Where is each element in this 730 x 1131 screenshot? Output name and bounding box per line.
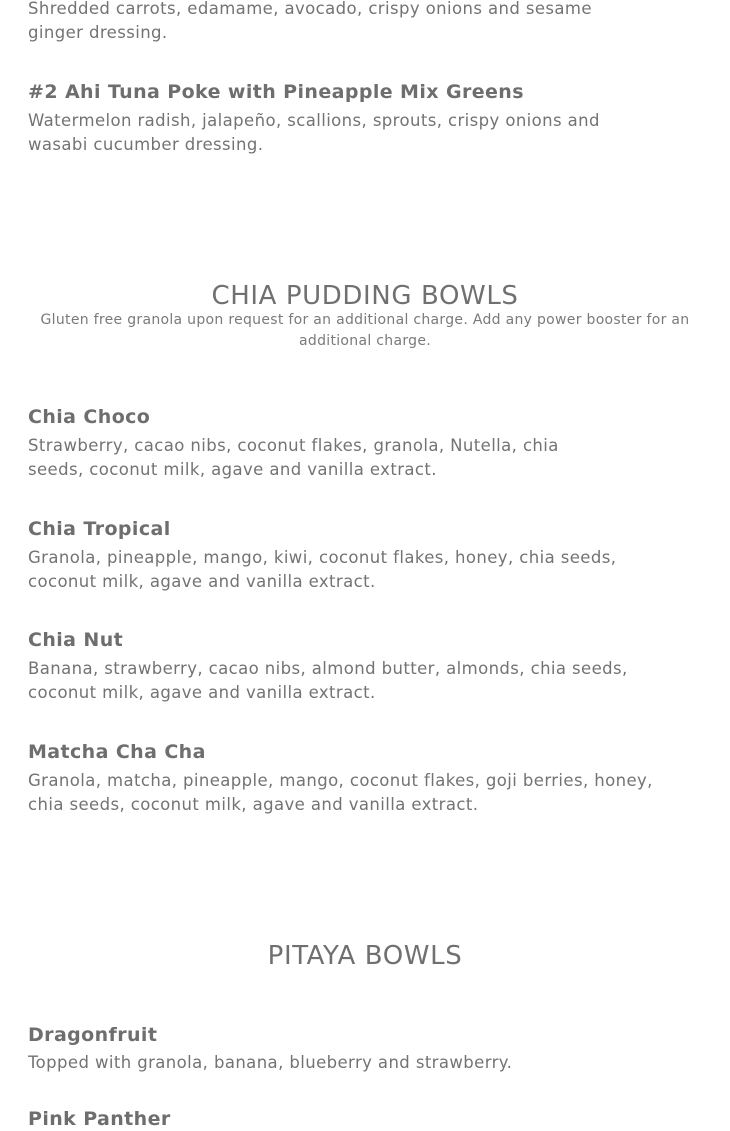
item-name: Dragonfruit <box>28 1024 158 1046</box>
item-description: Granola, pineapple, mango, kiwi, coconut flakes, honey, chia seeds, coconut milk, agave and vanilla extract. <box>28 548 617 591</box>
item-description: Watermelon radish, jalapeño, scallions, sprouts, crispy onions and wasabi cucumber dressing. <box>28 111 600 154</box>
item-description: Topped with granola, banana, blueberry and strawberry. <box>28 1053 513 1072</box>
item-name: #2 Ahi Tuna Poke with Pineapple Mix Greens <box>28 81 524 103</box>
item-name: Chia Tropical <box>28 518 171 540</box>
section-title: CHIA PUDDING BOWLS <box>211 281 519 311</box>
section-note: Gluten free granola upon request for an additional charge. Add any power booster for an additional charge. <box>40 312 690 349</box>
item-name: Pink Panther <box>28 1108 171 1130</box>
item-description: Banana, strawberry, cacao nibs, almond butter, almonds, chia seeds, coconut milk, agave and vanilla extract. <box>28 659 628 702</box>
item-description: Shredded carrots, edamame, avocado, crispy onions and sesame ginger dressing. <box>28 0 592 42</box>
item-name: Chia Nut <box>28 629 124 651</box>
item-name: Matcha Cha Cha <box>28 741 206 763</box>
section-title: PITAYA BOWLS <box>267 941 463 971</box>
item-description: Strawberry, cacao nibs, coconut flakes, granola, Nutella, chia seeds, coconut milk, agave and vanilla extract. <box>28 436 559 479</box>
item-description: Granola, matcha, pineapple, mango, coconut flakes, goji berries, honey, chia seeds, coconut milk, agave and vanilla extract. <box>28 771 653 814</box>
item-name: Chia Choco <box>28 406 151 428</box>
